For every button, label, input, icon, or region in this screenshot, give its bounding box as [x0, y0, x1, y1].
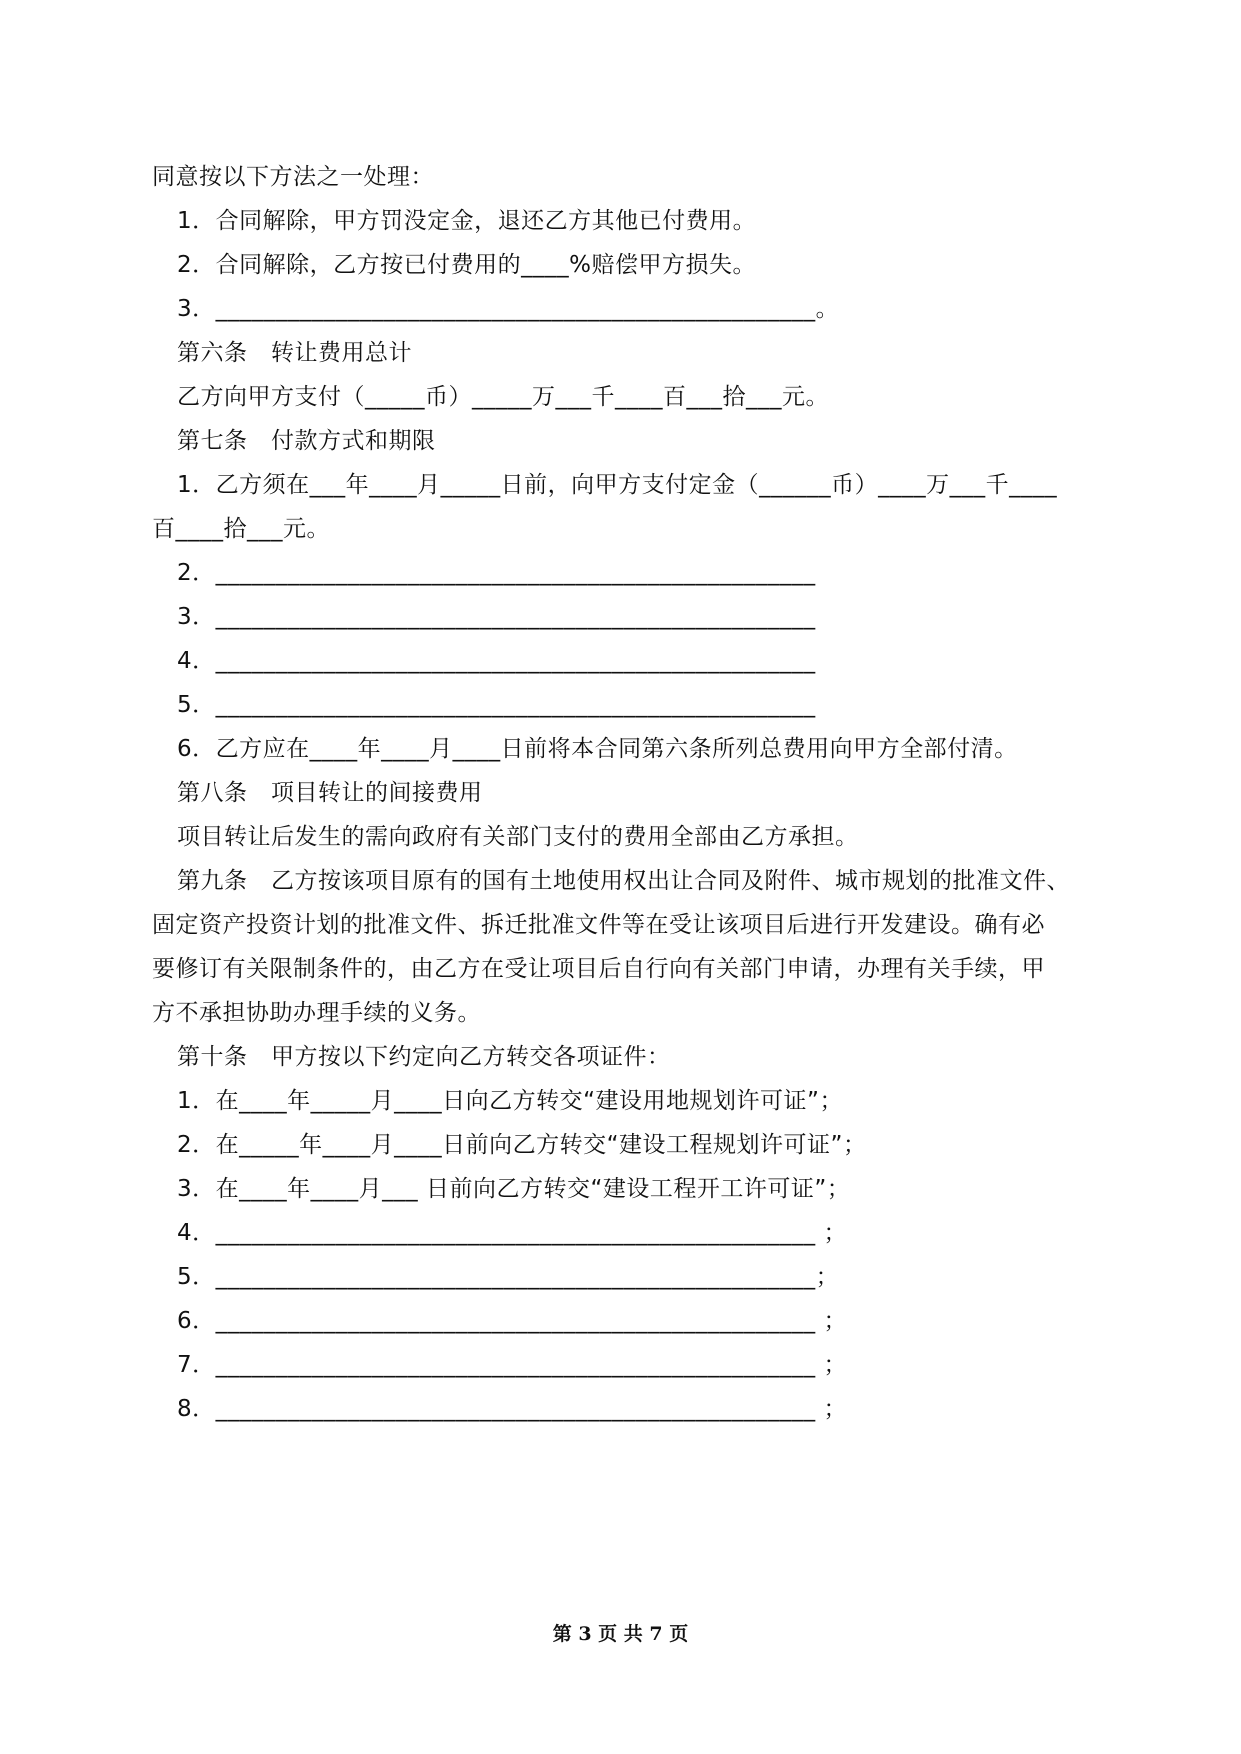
list-item: 2．合同解除，乙方按已付费用的____%赔偿甲方损失。	[177, 252, 756, 278]
list-item: 6．乙方应在____年____月____日前将本合同第六条所列总费用向甲方全部付清。	[177, 736, 1018, 762]
list-item: 2．在_____年____月____日前向乙方转交“建设工程规划许可证”；	[177, 1132, 867, 1158]
paragraph-continuation: 方不承担协助办理手续的义务。	[152, 1000, 481, 1026]
list-item: 3．在____年____月___ 日前向乙方转交“建设工程开工许可证”；	[177, 1176, 851, 1202]
list-item: 7．__________________________________________________ ；	[177, 1352, 847, 1378]
paragraph: 项目转让后发生的需向政府有关部门支付的费用全部由乙方承担。	[177, 824, 859, 850]
list-item: 8．__________________________________________________ ；	[177, 1396, 847, 1422]
list-item: 4．__________________________________________________	[177, 648, 816, 674]
paragraph: 乙方向甲方支付（_____币）_____万___千____百___拾___元。	[177, 384, 829, 410]
list-item: 1．合同解除，甲方罚没定金，退还乙方其他已付费用。	[177, 208, 757, 234]
list-item: 4．__________________________________________________ ；	[177, 1220, 847, 1246]
article-heading: 第八条 项目转让的间接费用	[177, 780, 483, 806]
list-item: 3．__________________________________________________	[177, 604, 816, 630]
paragraph-continuation: 要修订有关限制条件的，由乙方在受让项目后自行向有关部门申请，办理有关手续，甲	[152, 956, 1045, 982]
paragraph: 第九条 乙方按该项目原有的国有土地使用权出让合同及附件、城市规划的批准文件、	[177, 868, 1070, 894]
article-heading: 第六条 转让费用总计	[177, 340, 412, 366]
paragraph-continuation: 百____拾___元。	[152, 516, 330, 542]
list-item: 3．__________________________________________________。	[177, 296, 840, 322]
paragraph-continuation: 固定资产投资计划的批准文件、拆迁批准文件等在受让该项目后进行开发建设。确有必	[152, 912, 1045, 938]
article-heading: 第十条 甲方按以下约定向乙方转交各项证件：	[177, 1044, 671, 1070]
list-item: 6．__________________________________________________ ；	[177, 1308, 847, 1334]
article-heading: 第七条 付款方式和期限	[177, 428, 436, 454]
list-item: 5．__________________________________________________；	[177, 1264, 840, 1290]
list-item: 2．__________________________________________________	[177, 560, 816, 586]
paragraph: 同意按以下方法之一处理：	[152, 164, 434, 190]
page-number-footer: 第 3 页 共 7 页	[552, 1623, 689, 1645]
list-item: 1．乙方须在___年____月_____日前，向甲方支付定金（______币）____万___千____	[177, 472, 1058, 498]
list-item: 5．__________________________________________________	[177, 692, 816, 718]
list-item: 1．在____年_____月____日向乙方转交“建设用地规划许可证”；	[177, 1088, 843, 1114]
